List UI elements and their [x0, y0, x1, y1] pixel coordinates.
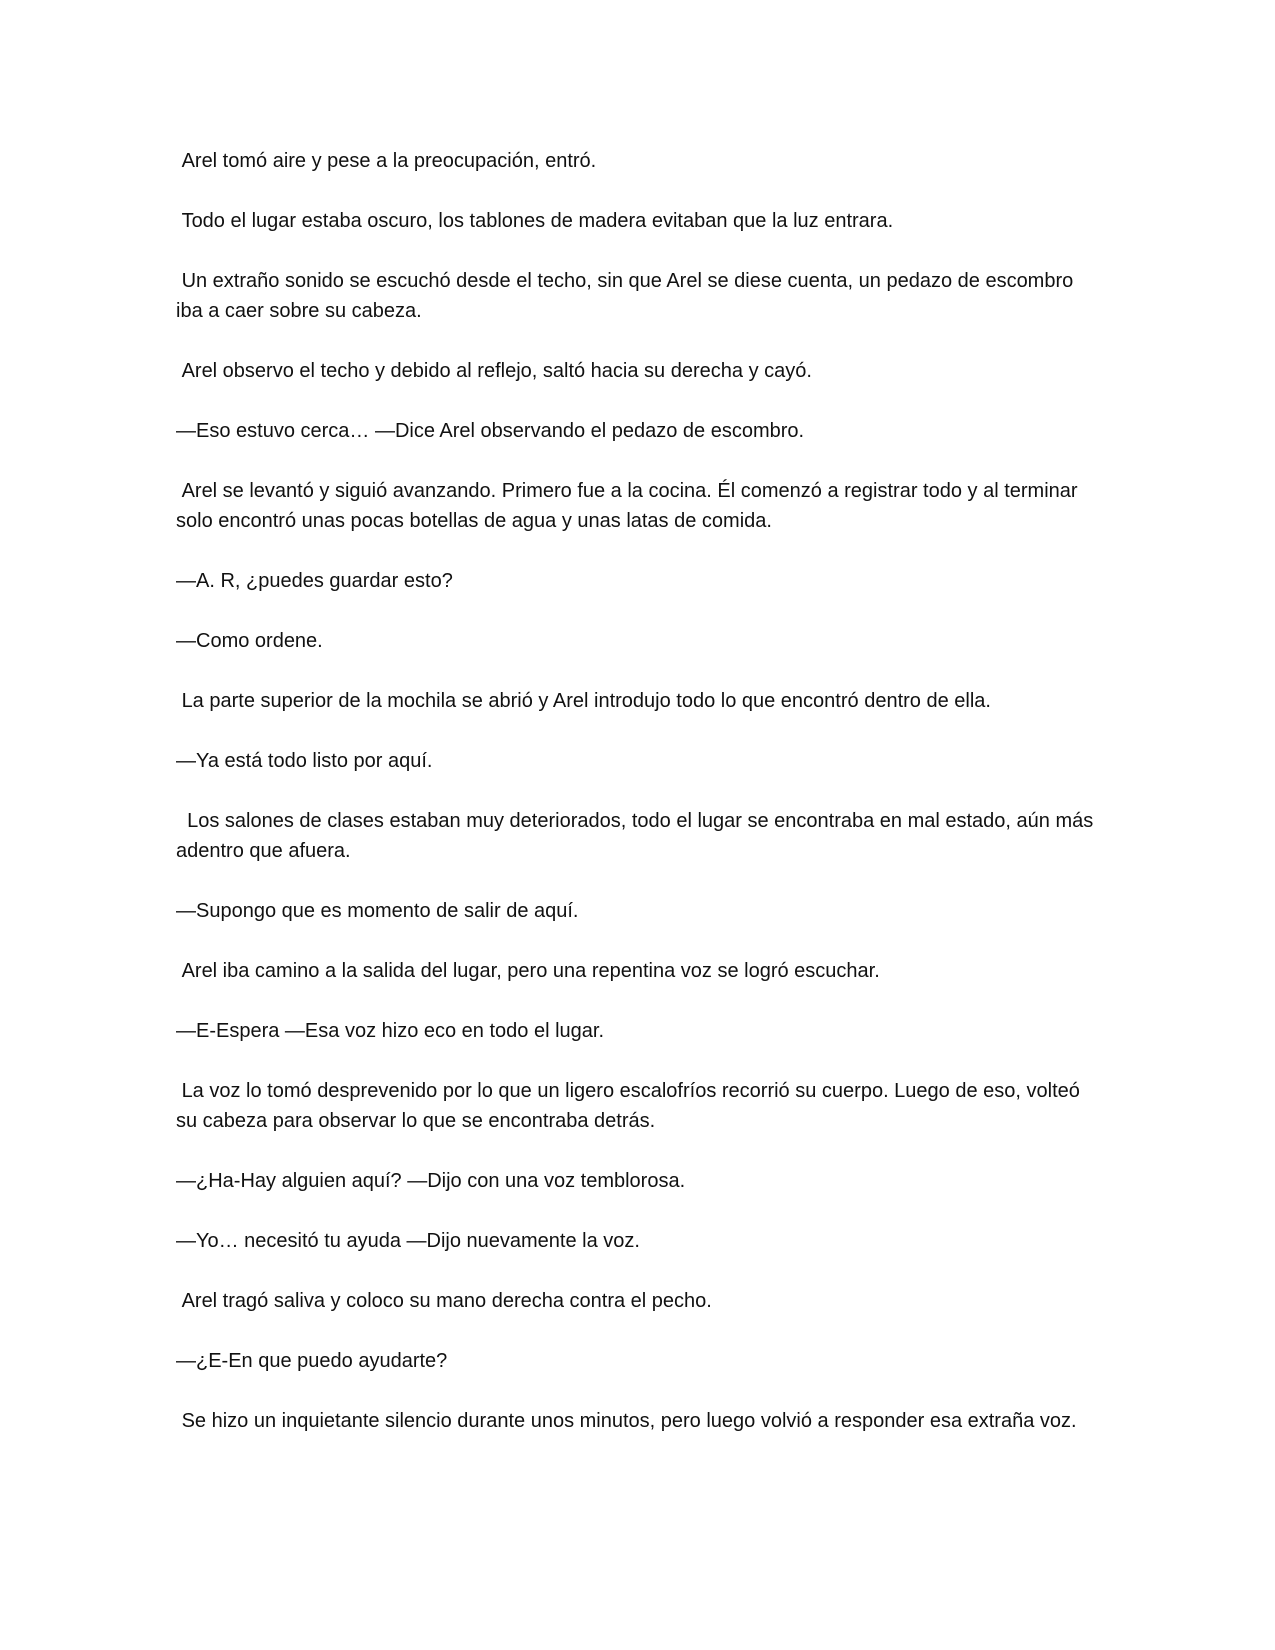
paragraph: —Supongo que es momento de salir de aquí.	[176, 900, 579, 922]
paragraph: Arel observo el techo y debido al reflejo, saltó hacia su derecha y cayó.	[176, 360, 812, 382]
paragraph: —A. R, ¿puedes guardar esto?	[176, 570, 453, 592]
paragraph: —Yo… necesitó tu ayuda —Dijo nuevamente la voz.	[176, 1230, 640, 1252]
paragraph: La voz lo tomó desprevenido por lo que un ligero escalofríos recorrió su cuerpo. Luego de eso, volteó su cabeza para observar lo que se encontraba detrás.	[176, 1080, 1086, 1132]
paragraph: —E-Espera —Esa voz hizo eco en todo el lugar.	[176, 1020, 605, 1042]
paragraph: Arel tomó aire y pese a la preocupación, entró.	[176, 150, 597, 172]
paragraph: —¿Ha-Hay alguien aquí? —Dijo con una voz temblorosa.	[176, 1170, 686, 1192]
paragraph: Arel se levantó y siguió avanzando. Primero fue a la cocina. Él comenzó a registrar todo y al terminar solo encontró unas pocas botellas de agua y unas latas de comida.	[176, 480, 1084, 532]
paragraph: Los salones de clases estaban muy deteriorados, todo el lugar se encontraba en mal estado, aún más adentro que afuera.	[176, 810, 1099, 862]
paragraph: Arel iba camino a la salida del lugar, pero una repentina voz se logró escuchar.	[176, 960, 880, 982]
paragraph: —Eso estuvo cerca… —Dice Arel observando el pedazo de escombro.	[176, 420, 805, 442]
paragraph: La parte superior de la mochila se abrió y Arel introdujo todo lo que encontró dentro de ella.	[176, 690, 991, 712]
paragraph: Un extraño sonido se escuchó desde el techo, sin que Arel se diese cuenta, un pedazo de escombro iba a caer sobre su cabeza.	[176, 270, 1079, 322]
paragraph: —Ya está todo listo por aquí.	[176, 750, 433, 772]
document-body	[176, 146, 1099, 1466]
paragraph: —¿E-En que puedo ayudarte?	[176, 1350, 448, 1372]
paragraph: Se hizo un inquietante silencio durante unos minutos, pero luego volvió a responder esa extraña voz.	[176, 1410, 1077, 1432]
paragraph: Todo el lugar estaba oscuro, los tablones de madera evitaban que la luz entrara.	[176, 210, 894, 232]
paragraph: —Como ordene.	[176, 630, 323, 652]
paragraph: Arel tragó saliva y coloco su mano derecha contra el pecho.	[176, 1290, 712, 1312]
